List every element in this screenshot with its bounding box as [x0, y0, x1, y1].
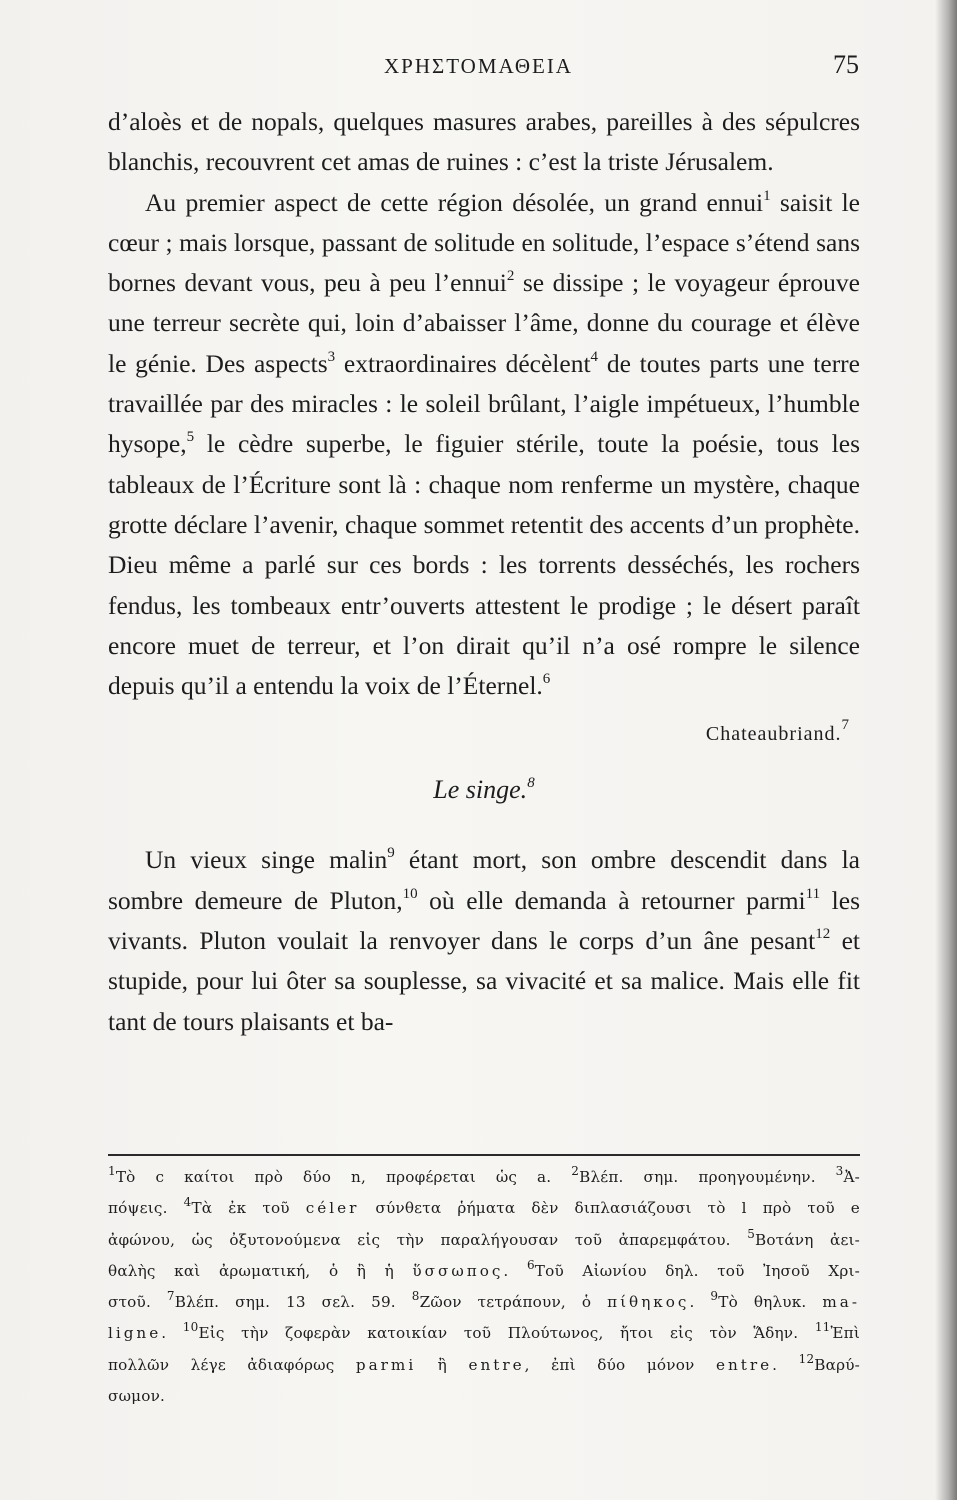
- page-edge-shadow: [935, 0, 957, 1500]
- footnote-number: 8: [411, 1289, 420, 1304]
- footnote-text: σωμον.: [108, 1387, 166, 1406]
- footnote-line: [108, 1225, 860, 1256]
- signature-text: Chateaubriand.: [705, 723, 842, 746]
- footnote-text: Ἐπὶ: [830, 1324, 860, 1343]
- page-number: 75: [833, 50, 859, 79]
- footnote-text: .: [689, 1293, 711, 1312]
- text-run: saisit le cœur ; mais lorsque, passant de solitude en solitude, l’espace s’étend sans bornes devant vous, peu à peu l’ennui: [108, 187, 860, 298]
- footnote-line: [108, 1162, 860, 1193]
- footnote-number: 2: [571, 1164, 580, 1178]
- footnote-text: πολλῶν λέγε ἀδιαφόρως: [108, 1355, 356, 1374]
- footnote-text: ἢ: [416, 1355, 469, 1374]
- paragraph-continued: [108, 102, 860, 183]
- footnote-spaced-word: céler: [305, 1199, 360, 1218]
- section-title: [108, 762, 860, 840]
- text-run: étant mort, son ombre descendit dans la sombre demeure de Pluton,: [108, 845, 860, 915]
- footnote-number: 1: [108, 1164, 116, 1178]
- text-run: Un vieux singe malin: [145, 845, 388, 875]
- text-run: et stupide, pour lui ôter sa souplesse, sa vivacité et sa malice. Mais elle fit tant de tours plaisants et ba-: [108, 926, 860, 1036]
- footnote-line: [108, 1350, 860, 1381]
- footnote-ref-4: 4: [590, 348, 599, 365]
- footnote-text: Εἰς τὴν ζοφερὰν κατοικίαν τοῦ Πλούτωνος, ἤτοι εἰς τὸν Ἅδην.: [198, 1324, 815, 1343]
- footnote-text: Βαρύ-: [814, 1355, 860, 1374]
- footnote-line: [108, 1193, 860, 1224]
- running-head: [0, 50, 957, 86]
- footnote-text: Τὰ ἐκ τοῦ: [191, 1199, 306, 1218]
- text-run: extraordinaires décèlent: [335, 348, 591, 378]
- footnote-spaced-word: entre: [715, 1355, 773, 1374]
- text-run: se dissipe ; le voyageur éprouve une terreur secrète qui, loin d’abaisser l’âme, donne du courage et élève le génie. Des aspects: [108, 268, 860, 378]
- footnote-text: .: [161, 1324, 183, 1343]
- footnote-spaced-word: ma-: [822, 1293, 860, 1312]
- footnote-ref-5: 5: [186, 429, 195, 446]
- author-signature: [108, 706, 860, 762]
- footnote-spaced-word: entre: [468, 1355, 525, 1374]
- footnote-ref-6: 6: [542, 671, 551, 688]
- footnote-ref-2: 2: [506, 268, 515, 285]
- text-run: de toutes parts une terre travaillée par des miracles : le soleil brûlant, l’aigle impétueux, l’humble hysope,: [108, 348, 860, 459]
- footnote-ref-1: 1: [763, 187, 771, 204]
- footnote-text: Τὸ θηλυκ.: [718, 1293, 823, 1312]
- footnote-text: , ἐπὶ δύο μόνον: [524, 1355, 716, 1374]
- footnote-ref-7: 7: [841, 717, 850, 734]
- text-run: Au premier aspect de cette région désolée, un grand ennui: [145, 187, 764, 217]
- footnote-text: ἀφώνου, ὡς ὀξυτονούμενα εἰς τὴν παραλήγουσαν τοῦ ἀπαρεμφάτου.: [108, 1230, 748, 1249]
- footnotes: [108, 1162, 860, 1412]
- footnote-number: 11: [814, 1320, 831, 1335]
- running-title: ΧΡΗΣΤΟΜΑΘΕΙΑ: [384, 54, 573, 78]
- footnote-spaced-word: ὕσσωπος: [412, 1261, 504, 1280]
- footnote-line: [108, 1318, 860, 1349]
- footnote-rule: [108, 1154, 860, 1156]
- footnote-text: Ζῶον τετράπουν, ὁ: [419, 1293, 608, 1312]
- text-run: les vivants. Pluton voulait la renvoyer dans le corps d’un âne pesant: [108, 885, 860, 956]
- footnote-ref-11: 11: [805, 885, 821, 902]
- footnote-line: [108, 1381, 860, 1412]
- footnote-number: 5: [747, 1226, 756, 1241]
- footnote-text: θαλὴς καὶ ἀρωματική, ὁ ἢ ἡ: [108, 1261, 413, 1280]
- paragraph-jerusalem: [108, 183, 860, 707]
- footnote-text: .: [503, 1261, 527, 1280]
- paragraph-singe: [108, 840, 860, 1041]
- footnote-ref-3: 3: [327, 348, 336, 365]
- footnote-text: πόψεις.: [108, 1199, 184, 1218]
- text-run: le cèdre superbe, le figuier stérile, toute la poésie, tous les tableaux de l’Écriture sont là : chaque nom renferme un mystère, chaque grotte déclare l’avenir, chaque sommet retentit des accents d’un prophète. Dieu même a parlé sur ces bords : les torrents desséchés, les rochers fendus, les tombeaux entr’ouverts attestent le prodige ; le désert paraît encore muet de terreur, et l’on dirait qu’il n’a osé rompre le silence depuis qu’il a entendu la voix de l’Éternel.: [108, 429, 860, 701]
- section-title-text: Le singe.: [433, 775, 528, 805]
- footnote-number: 7: [166, 1289, 175, 1304]
- footnote-ref-12: 12: [815, 926, 831, 943]
- paragraph-text: d’aloès et de nopals, quelques masures arabes, pareilles à des sépulcres blanchis, recouvrent cet amas de ruines : c’est la triste Jérusalem.: [108, 107, 860, 177]
- footnote-spaced-word: parmi: [355, 1355, 417, 1374]
- text-run: où elle demanda à retourner parmi: [417, 885, 806, 915]
- main-text: [108, 102, 860, 1042]
- footnote-number: 4: [183, 1195, 192, 1210]
- footnote-number: 9: [710, 1289, 719, 1304]
- footnote-ref-10: 10: [402, 885, 418, 902]
- footnote-number: 3: [835, 1164, 844, 1178]
- footnote-spaced-word: πίθηκος: [607, 1293, 690, 1312]
- footnote-text: .: [772, 1355, 799, 1374]
- footnote-text: Τοῦ Αἰωνίου δηλ. τοῦ Ἰησοῦ Χρι-: [534, 1261, 860, 1280]
- footnote-number: 6: [526, 1257, 535, 1272]
- footnote-number: 10: [182, 1320, 199, 1335]
- footnote-text: Βλέπ. σημ. προηγουμένην.: [579, 1168, 836, 1186]
- footnote-text: Βοτάνη ἀει-: [755, 1230, 860, 1249]
- footnote-text: στοῦ.: [108, 1293, 167, 1312]
- footnote-text: Τὸ c καίτοι πρὸ δύο n, προφέρεται ὡς a.: [115, 1168, 572, 1186]
- footnote-text: Βλέπ. σημ. 13 σελ. 59.: [174, 1293, 412, 1312]
- footnote-spaced-word: ligne: [108, 1324, 162, 1343]
- footnote-ref-9: 9: [387, 845, 395, 862]
- footnote-number: 12: [798, 1351, 815, 1366]
- footnote-line: [108, 1256, 860, 1287]
- footnote-ref-8: 8: [527, 775, 535, 792]
- footnote-line: [108, 1287, 860, 1318]
- footnote-text: Ἀ-: [843, 1168, 860, 1186]
- footnote-text: σύνθετα ῥήματα δὲν διπλασιάζουσι τὸ l πρὸ τοῦ e: [359, 1199, 860, 1218]
